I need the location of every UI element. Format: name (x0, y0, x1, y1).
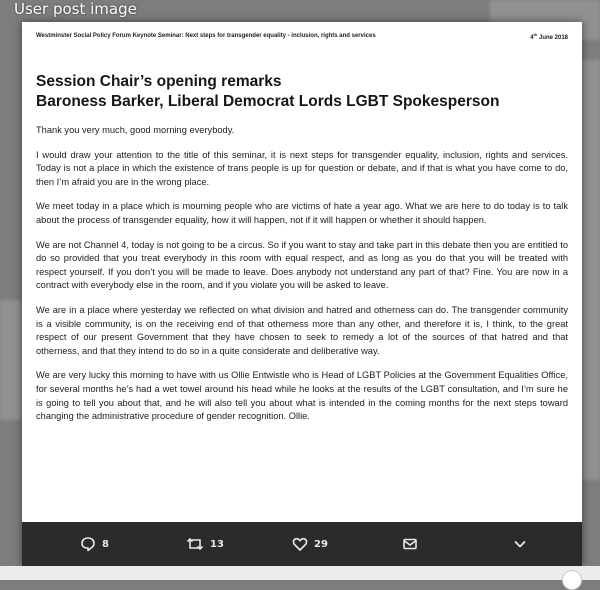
reply-icon (80, 536, 96, 552)
background-card (582, 60, 600, 480)
background-strip (0, 566, 600, 580)
reply-count: 8 (102, 538, 109, 550)
post-image[interactable] (22, 22, 582, 522)
document-paragraph: We meet today in a place which is mourning people who are victims of hate a year ago. What we are here to do today is to talk about the process of transgender equality, how it will happen, not if it will happen or whether it should happen. (36, 201, 568, 225)
lightbox-title: User post image (14, 0, 137, 18)
document-title-line2: Baroness Barker, Liberal Democrat Lords LGBT Spokesperson (36, 93, 500, 110)
chevron-down-icon (512, 536, 528, 552)
document-title-line1: Session Chair’s opening remarks (36, 73, 282, 90)
document-paragraph: I would draw your attention to the title of this seminar, it is next steps for transgender equality, inclusion, rights and services. Today is not a place in which the existence of trans people is up for question or debate, and if that is what you have come to do, then I’m afraid you are in the wrong place. (36, 149, 568, 187)
background-avatar (562, 570, 582, 590)
document-date: 4th June 2018 (530, 31, 568, 41)
document-header (36, 30, 568, 42)
reply-button[interactable] (80, 536, 109, 552)
document-header-left: Westminster Social Policy Forum Keynote Seminar: Next steps for transgender equality - inclusion, rights and services (36, 33, 376, 39)
document-paragraph: Thank you very much, good morning everybody. (36, 125, 235, 135)
background-card (0, 300, 22, 420)
document-paragraph: We are in a place where yesterday we reflected on what division and hatred and otherness can do. The transgender community is a visible community, is on the receiving end of that otherness more than any other, and therefore it is, I think, to the great respect of our present Government that they have chosen to seek to remedy a lot of the sources of that hatred and that otherness, and that they intend to do so in a quite considerate and deliberative way. (36, 304, 568, 356)
retweet-button[interactable] (186, 536, 224, 552)
document-body (36, 124, 568, 435)
heart-icon (292, 536, 308, 552)
like-count: 29 (314, 538, 328, 550)
retweet-icon (186, 536, 204, 552)
more-options-button[interactable] (512, 536, 528, 552)
envelope-icon (402, 536, 418, 552)
document-paragraph: We are not Channel 4, today is not going to be a circus. So if you want to stay and take part in this debate then you are entitled to do so provided that you treat everybody in this room with equal respect, and as long as you do that you will be treated with respect yourself. If you don’t you will be made to leave. Does anybody not understand any part of that? Fine. You are now in a contract with everybody else in the room, and if you violate you will be asked to leave. (36, 239, 568, 291)
image-lightbox (22, 22, 582, 566)
document-paragraph: We are very lucky this morning to have with us Ollie Entwistle who is Head of LGBT Policies at the Government Equalities Office, for several months he’s had a wet towel around his head while he looks at the results of the LGBT consultation, and I’m sure he is going to tell you about that, and he will also tell you about what is intended in the coming months for the next steps toward changing the administrative procedure of gender recognition. Ollie. (36, 370, 568, 422)
retweet-count: 13 (210, 538, 224, 550)
direct-message-button[interactable] (402, 536, 418, 552)
document-title (36, 72, 568, 112)
tweet-action-bar (22, 522, 582, 566)
like-button[interactable] (292, 536, 328, 552)
